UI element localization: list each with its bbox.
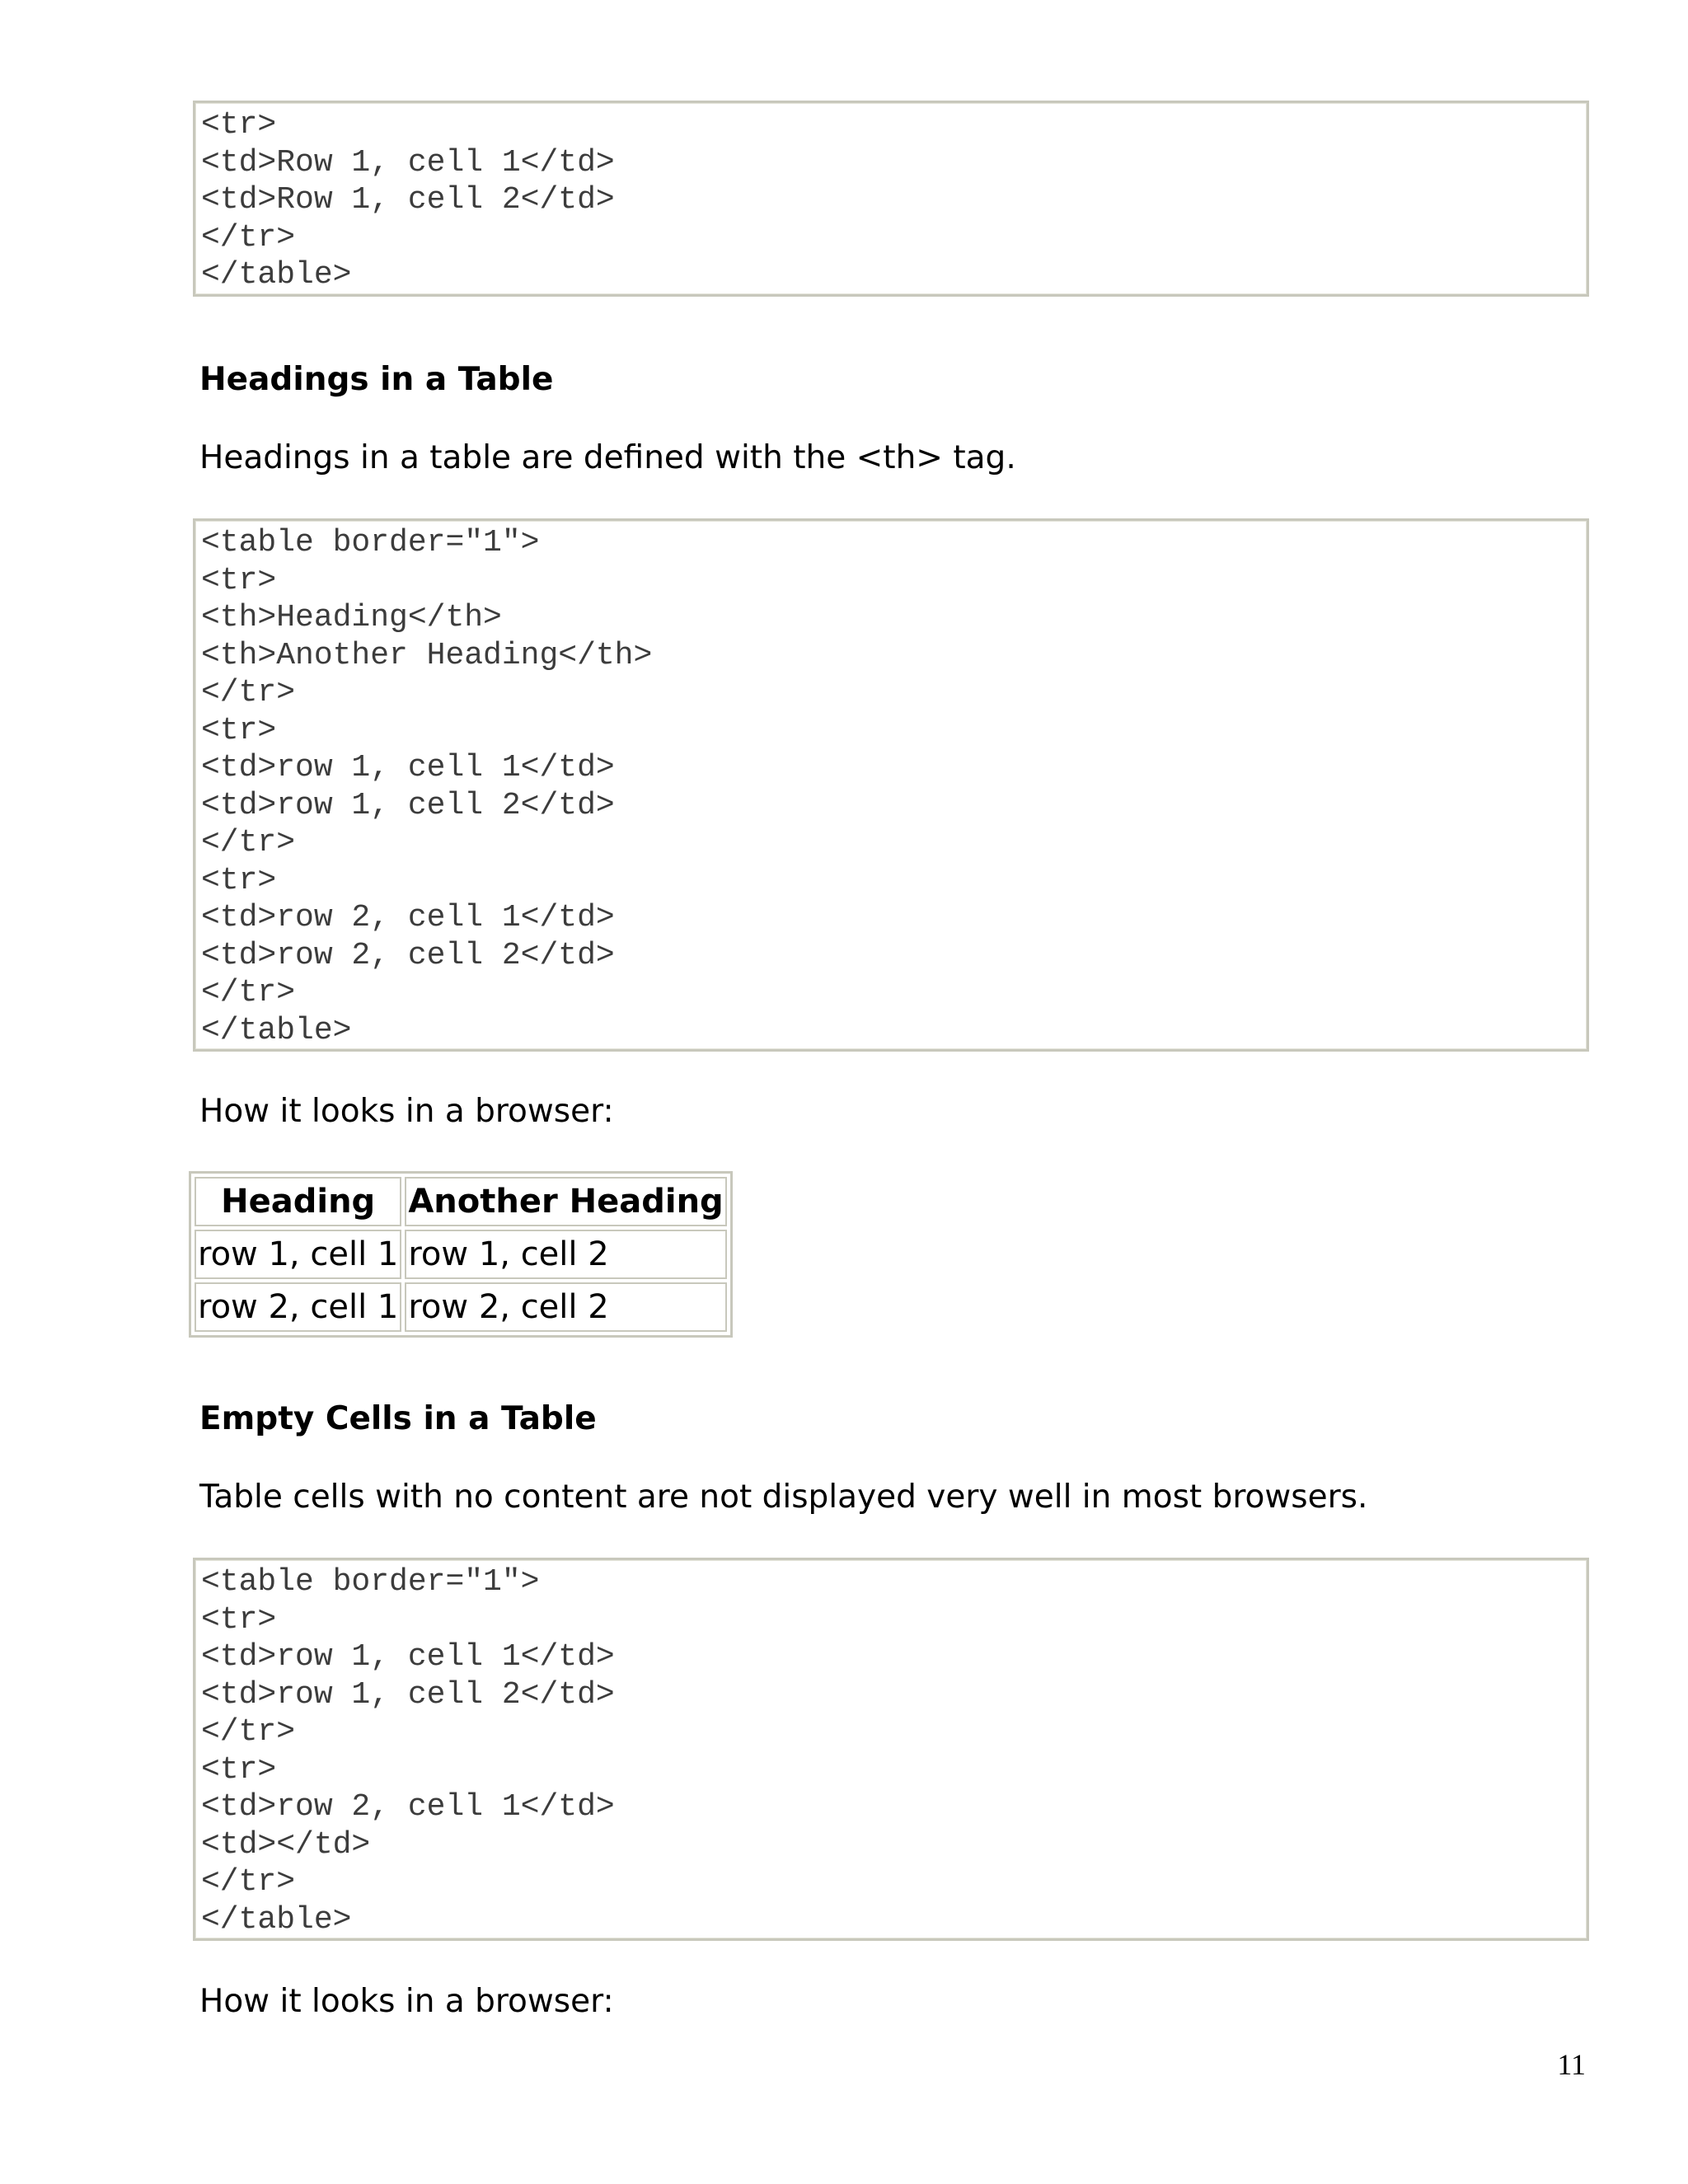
code-block-headings [193,518,1589,1052]
code-line: <table border="1"> [201,525,540,560]
code-line: <tr> [201,712,277,748]
code-line: </table> [201,257,352,293]
demo-table [189,1171,733,1338]
code-line: <td>row 1, cell 1</td> [201,750,615,785]
code-line: <td>row 1, cell 2</td> [201,787,615,823]
code-block-empty-cells [193,1558,1589,1941]
code-line: </tr> [201,975,296,1010]
code-line: </tr> [201,825,296,860]
table-cell: row 1, cell 2 [405,1230,726,1279]
code-line: <td>row 1, cell 1</td> [201,1639,615,1675]
table-cell: row 1, cell 1 [195,1230,401,1279]
table-cell: row 2, cell 1 [195,1282,401,1332]
code-line: <tr> [201,1601,277,1638]
table-cell: row 2, cell 2 [405,1282,726,1332]
code-line: <td>row 2, cell 1</td> [201,900,615,935]
browser-preview-label: How it looks in a browser: [199,1093,614,1130]
code-line: </tr> [201,1714,296,1750]
code-line: <td>Row 1, cell 1</td> [201,144,615,180]
code-line: <tr> [201,562,277,598]
section-heading-empty-cells: Empty Cells in a Table [199,1400,597,1437]
code-line: </tr> [201,675,296,710]
code-line: <td>row 2, cell 2</td> [201,937,615,973]
table-header-cell: Another Heading [405,1177,726,1226]
browser-preview-label: How it looks in a browser: [199,1983,614,2020]
section-description-headings: Headings in a table are defined with the <th> tag. [199,439,1016,476]
code-line: </tr> [201,219,296,255]
code-line: <tr> [201,107,277,143]
table-row [195,1230,727,1279]
table-row [195,1282,727,1332]
code-line: </table> [201,1901,352,1938]
code-line: <th>Another Heading</th> [201,637,653,673]
code-line: <td>row 1, cell 2</td> [201,1676,615,1713]
code-line: <td>row 2, cell 1</td> [201,1789,615,1825]
code-line: </tr> [201,1864,296,1900]
table-header-row [195,1177,727,1226]
code-line: <td></td> [201,1826,371,1863]
code-line: </table> [201,1012,352,1048]
table-header-cell: Heading [195,1177,401,1226]
code-block-table-end [193,101,1589,297]
section-heading-headings: Headings in a Table [199,361,554,398]
code-line: <tr> [201,862,277,898]
section-description-empty-cells: Table cells with no content are not displayed very well in most browsers. [199,1479,1368,1516]
code-line: <th>Heading</th> [201,600,502,635]
code-line: <table border="1"> [201,1564,540,1600]
code-line: <td>Row 1, cell 2</td> [201,182,615,218]
page-number: 11 [1557,2048,1586,2081]
code-line: <tr> [201,1751,277,1788]
